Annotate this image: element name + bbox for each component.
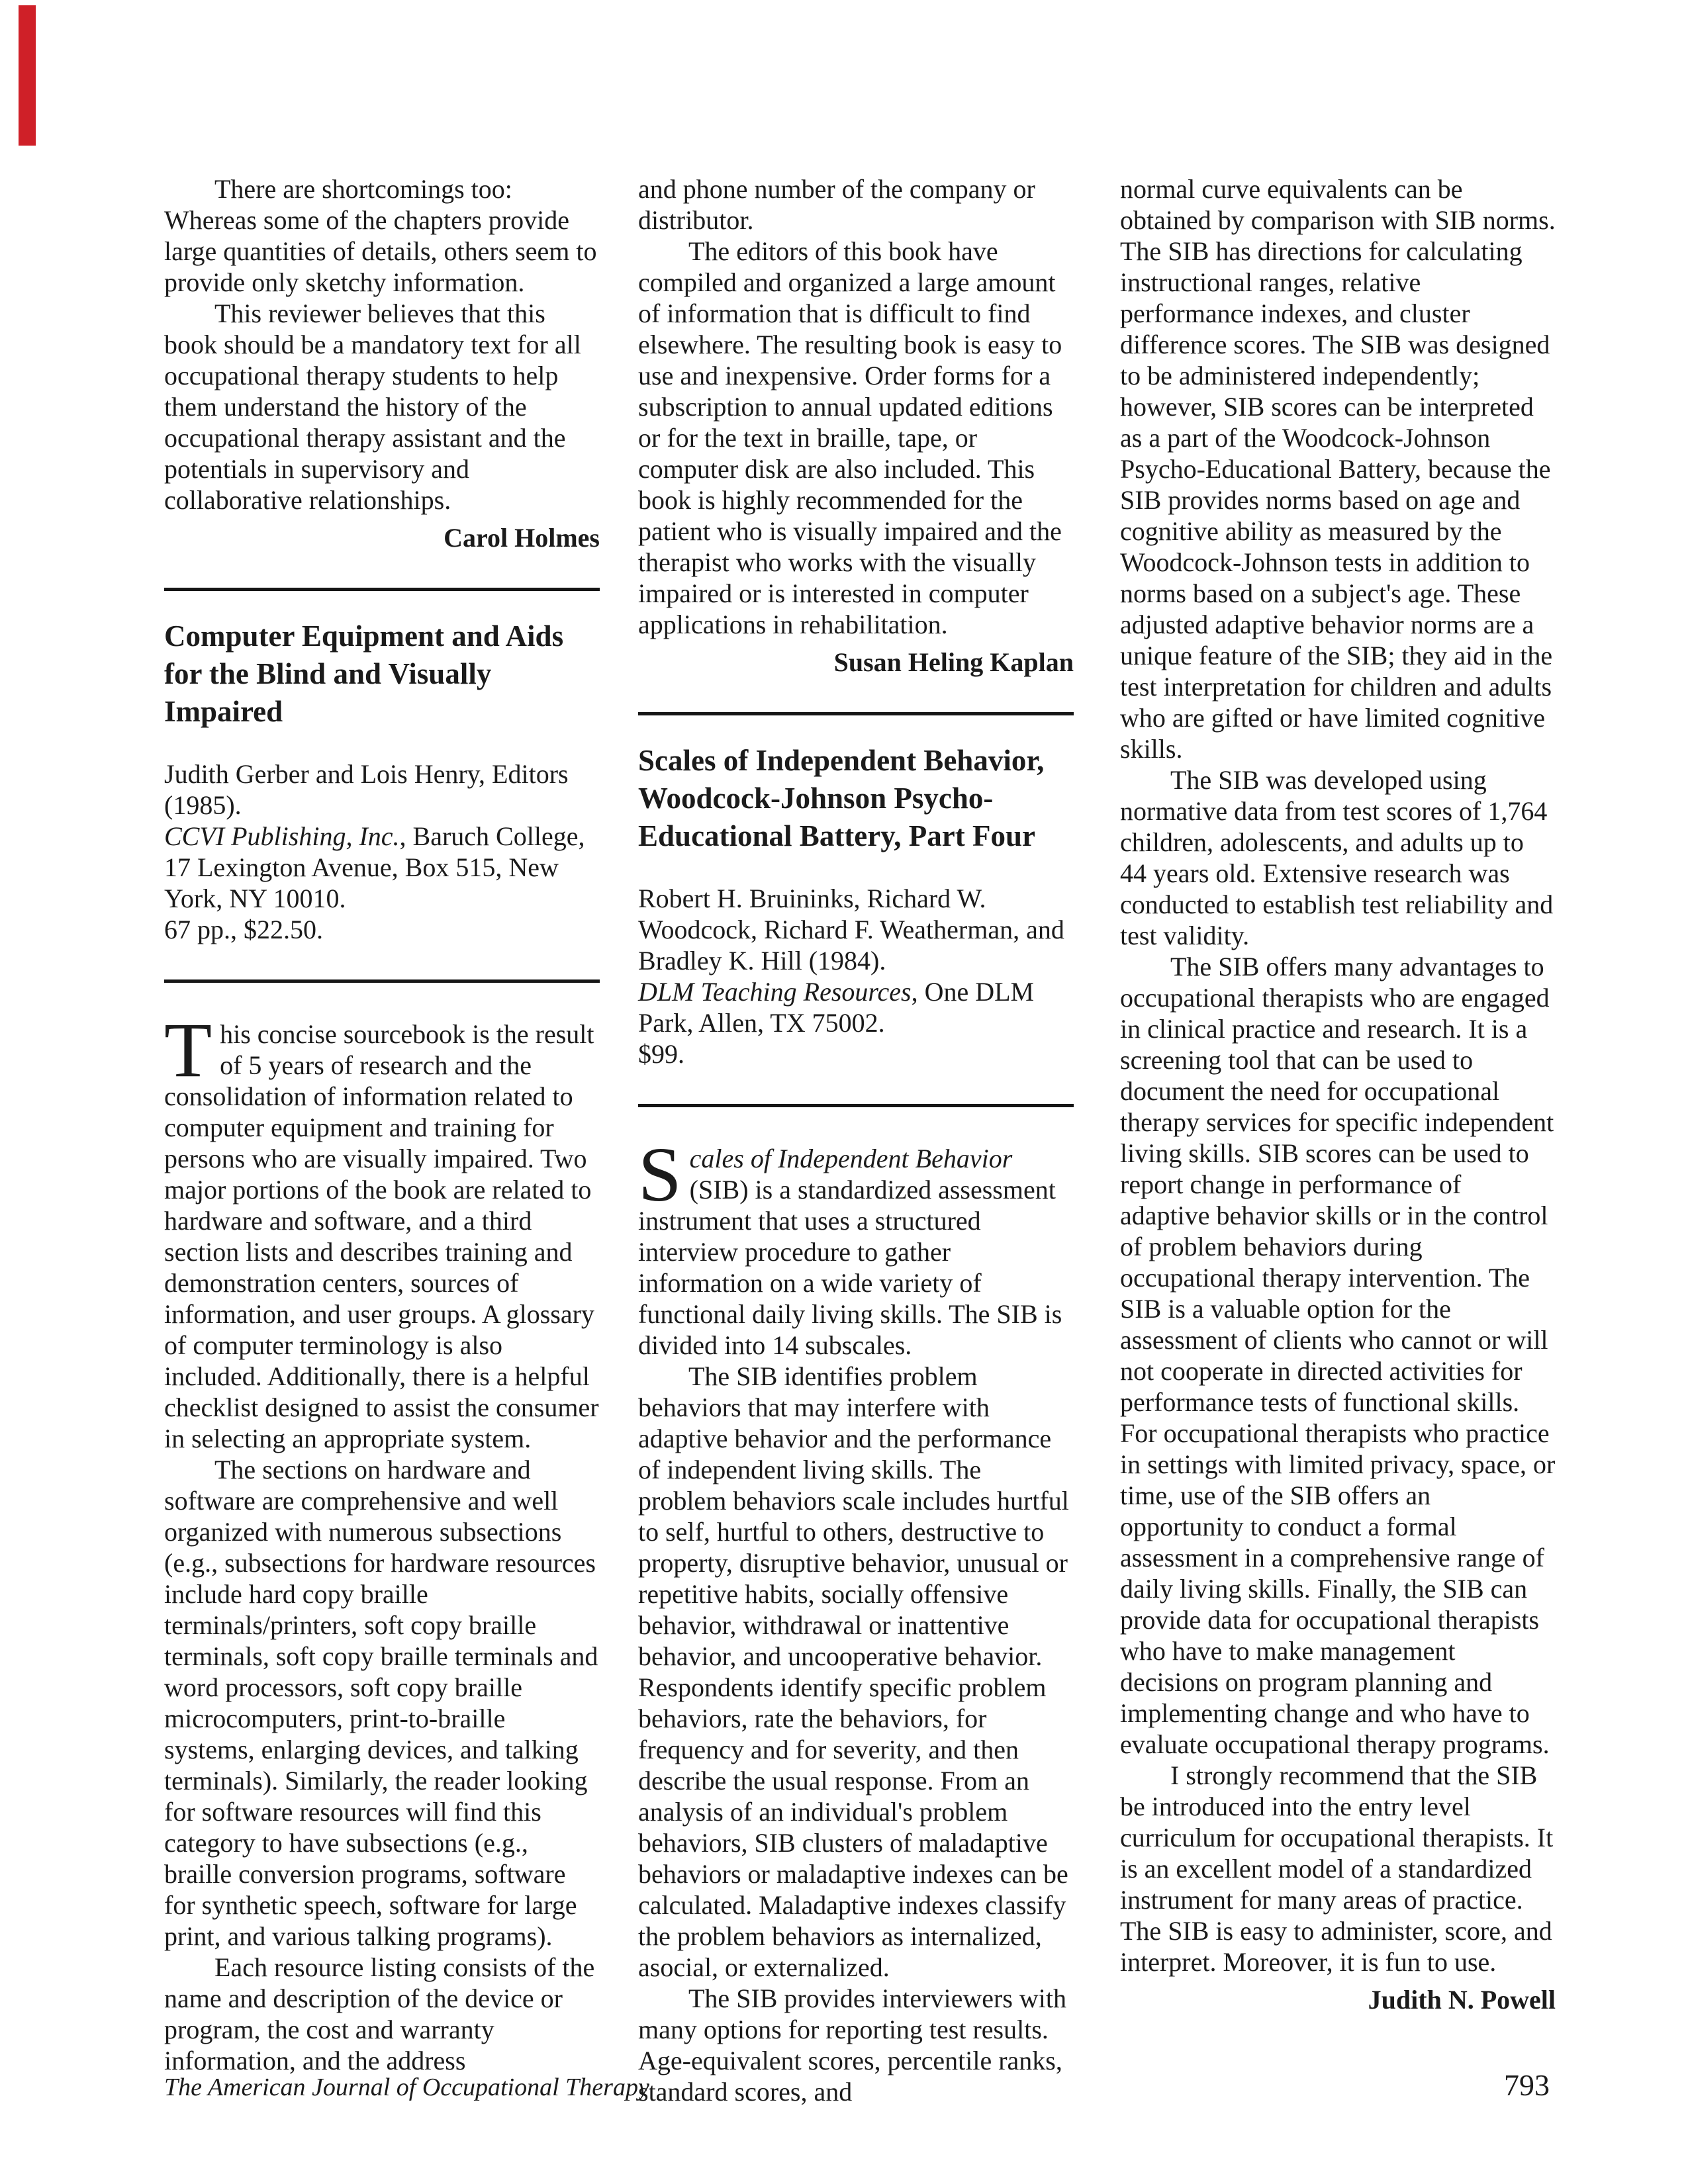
book-citation — [164, 758, 600, 945]
citation-line — [638, 1038, 1074, 1069]
footer-page-number: 793 — [1504, 2068, 1550, 2102]
citation-line — [164, 914, 600, 945]
citation-line — [164, 821, 600, 914]
paragraph — [638, 1361, 1074, 1983]
paragraph — [1120, 173, 1556, 764]
text-run: and phone number of the company or distributor. — [638, 174, 1035, 235]
text-run: The SIB identifies problem behaviors that may interfere with adaptive behavior and the performance of independent living skills. The problem behaviors scale includes hurtful to self, hurtful to others, destructive to property, disruptive behavior, unusual or repetitive habits, socially offensive behavior, withdrawal or inattentive behavior, and uncooperative behavior. Respondents identify specific problem behaviors, rate the behaviors, for frequency and for severity, and then describe the usual response. From an analysis of an individual's problem behaviors, SIB clusters of maladaptive behaviors or maladaptive indexes can be calculated. Maladaptive indexes classify the problem behaviors as internalized, asocial, or externalized. — [638, 1361, 1069, 1982]
text-run: 67 pp., $22.50. — [164, 915, 323, 944]
paragraph — [164, 1454, 600, 1952]
text-run: The sections on hardware and software are comprehensive and well organized with numerous subsections (e.g., subsections for hardware resources include hard copy braille terminals/printers, soft copy braille terminals, soft copy braille terminals and word processors, soft copy braille microcomputers, print-to-braille systems, enlarging devices, and talking terminals). Similarly, the reader looking for software resources will find this category to have subsections (e.g., braille conversion programs, software for synthetic speech, software for large print, and various talking programs). — [164, 1455, 598, 1951]
reviewer-byline: Carol Holmes — [444, 523, 600, 553]
paragraph — [638, 173, 1074, 236]
dropcap-paragraph — [638, 1131, 1074, 1361]
text-run: (SIB) is a standardized assessment instrument that uses a structured interview procedure to gather information on a wide variety of functional daily living skills. The SIB is divided into 14 subscales. — [638, 1175, 1062, 1360]
text-run: The editors of this book have compiled and organized a large amount of information that is difficult to find elsewhere. The resulting book is easy to use and inexpensive. Order forms for a subscription to annual updated editions or for the text in braille, tape, or computer disk are also included. This book is highly recommended for the patient who is visually impaired and the therapist who works with the visually impaired or is interested in computer applications in rehabilitation. — [638, 236, 1062, 639]
drop-cap: T — [164, 1007, 212, 1093]
text-run: $99. — [638, 1039, 684, 1069]
text-run: Each resource listing consists of the name and description of the device or program, the cost and warranty information, and the address — [164, 1952, 595, 2075]
section-rule — [164, 588, 600, 591]
dropcap-paragraph — [164, 1007, 600, 1454]
section-rule — [638, 1104, 1074, 1107]
paragraph — [1120, 764, 1556, 951]
footer-journal-title: The American Journal of Occupational Therapy — [164, 2073, 649, 2101]
text-run: , One DLM Park, Allen, TX 75002. — [638, 977, 1035, 1038]
column-1 — [164, 173, 600, 2076]
paragraph — [638, 1983, 1074, 2107]
text-run: normal curve equivalents can be obtained by comparison with SIB norms. The SIB has directions for calculating instructional ranges, relative performance indexes, and cluster difference scores. The SIB was designed to be administered independently; however, SIB scores can be interpreted as a part of the Woodcock-Johnson Psycho-Educational Battery, because the SIB provides norms based on age and cognitive ability as measured by the Woodcock-Johnson tests in addition to norms based on a subject's age. These adjusted adaptive behavior norms are a unique feature of the SIB; they aid in the test interpretation for children and adults who are gifted or have limited cognitive skills. — [1120, 174, 1556, 764]
text-run: Judith Gerber and Lois Henry, Editors (1985). — [164, 759, 569, 820]
column-3 — [1120, 173, 1556, 2015]
paragraph — [638, 236, 1074, 640]
drop-cap: S — [638, 1131, 682, 1218]
text-run: This reviewer believes that this book should be a mandatory text for all occupational therapy students to help them understand the history of the occupational therapy assistant and the potentials in supervisory and collaborative relationships. — [164, 298, 581, 515]
citation-line — [638, 883, 1074, 976]
book-citation — [638, 883, 1074, 1069]
review-title: Scales of Independent Behavior, Woodcock-Johnson Psycho-Educational Battery, Part Four — [638, 744, 1045, 852]
section-rule — [164, 979, 600, 983]
paragraph — [164, 1952, 600, 2076]
citation-line — [638, 976, 1074, 1038]
paragraph — [164, 298, 600, 516]
text-run: The SIB offers many advantages to occupational therapists who are engaged in clinical practice and research. It is a screening tool that can be used to document the need for occupational therapy services for specific independent living skills. SIB scores can be used to report change in performance of adaptive behavior skills or in the control of problem behaviors during occupational therapy intervention. The SIB is a valuable option for the assessment of clients who cannot or will not cooperate in directed activities for performance tests of functional skills. For occupational therapists who practice in settings with limited privacy, space, or time, use of the SIB offers an opportunity to conduct a formal assessment in a comprehensive range of daily living skills. Finally, the SIB can provide data for occupational therapists who have to make management decisions on program planning and implementing change and who have to evaluate occupational therapy programs. — [1120, 952, 1556, 1759]
text-run: I strongly recommend that the SIB be introduced into the entry level curriculum for occupational therapists. It is an excellent model of a standardized instrument for many areas of practice. The SIB is easy to administer, score, and interpret. Moreover, it is fun to use. — [1120, 1760, 1554, 1977]
text-run: The SIB was developed using normative data from test scores of 1,764 children, adolescents, and adults up to 44 years old. Extensive research was conducted to establish test reliability and test validity. — [1120, 765, 1554, 950]
text-run: DLM Teaching Resources — [638, 977, 912, 1007]
reviewer-byline: Judith N. Powell — [1368, 1985, 1556, 2015]
paragraph — [1120, 1760, 1556, 1978]
text-run: his concise sourcebook is the result of 5 years of research and the consolidation of information related to computer equipment and training for persons who are visually impaired. Two major portions of the book are related to hardware and software, and a third section lists and describes training and demonstration centers, sources of information, and user groups. A glossary of computer terminology is also included. Additionally, there is a helpful checklist designed to assist the consumer in selecting an appropriate system. — [164, 1019, 599, 1453]
red-bookmark-stripe — [19, 5, 36, 146]
reviewer-byline: Susan Heling Kaplan — [833, 647, 1074, 677]
text-run: Robert H. Bruininks, Richard W. Woodcock, Richard F. Weatherman, and Bradley K. Hill (1984). — [638, 884, 1064, 976]
text-run: The SIB provides interviewers with many options for reporting test results. Age-equivalent scores, percentile ranks, standard scores, and — [638, 1983, 1066, 2107]
review-title: Computer Equipment and Aids for the Blind and Visually Impaired — [164, 619, 564, 728]
text-run: CCVI Publishing, Inc. — [164, 821, 400, 851]
text-run: There are shortcomings too: Whereas some of the chapters provide large quantities of details, others seem to provide only sketchy information. — [164, 174, 597, 297]
text-run: , Baruch College, 17 Lexington Avenue, Box 515, New York, NY 10010. — [164, 821, 585, 913]
column-2 — [638, 173, 1074, 2107]
text-run: cales of Independent Behavior — [689, 1144, 1013, 1173]
citation-line — [164, 758, 600, 821]
paragraph — [164, 173, 600, 298]
section-rule — [638, 712, 1074, 715]
paragraph — [1120, 951, 1556, 1760]
